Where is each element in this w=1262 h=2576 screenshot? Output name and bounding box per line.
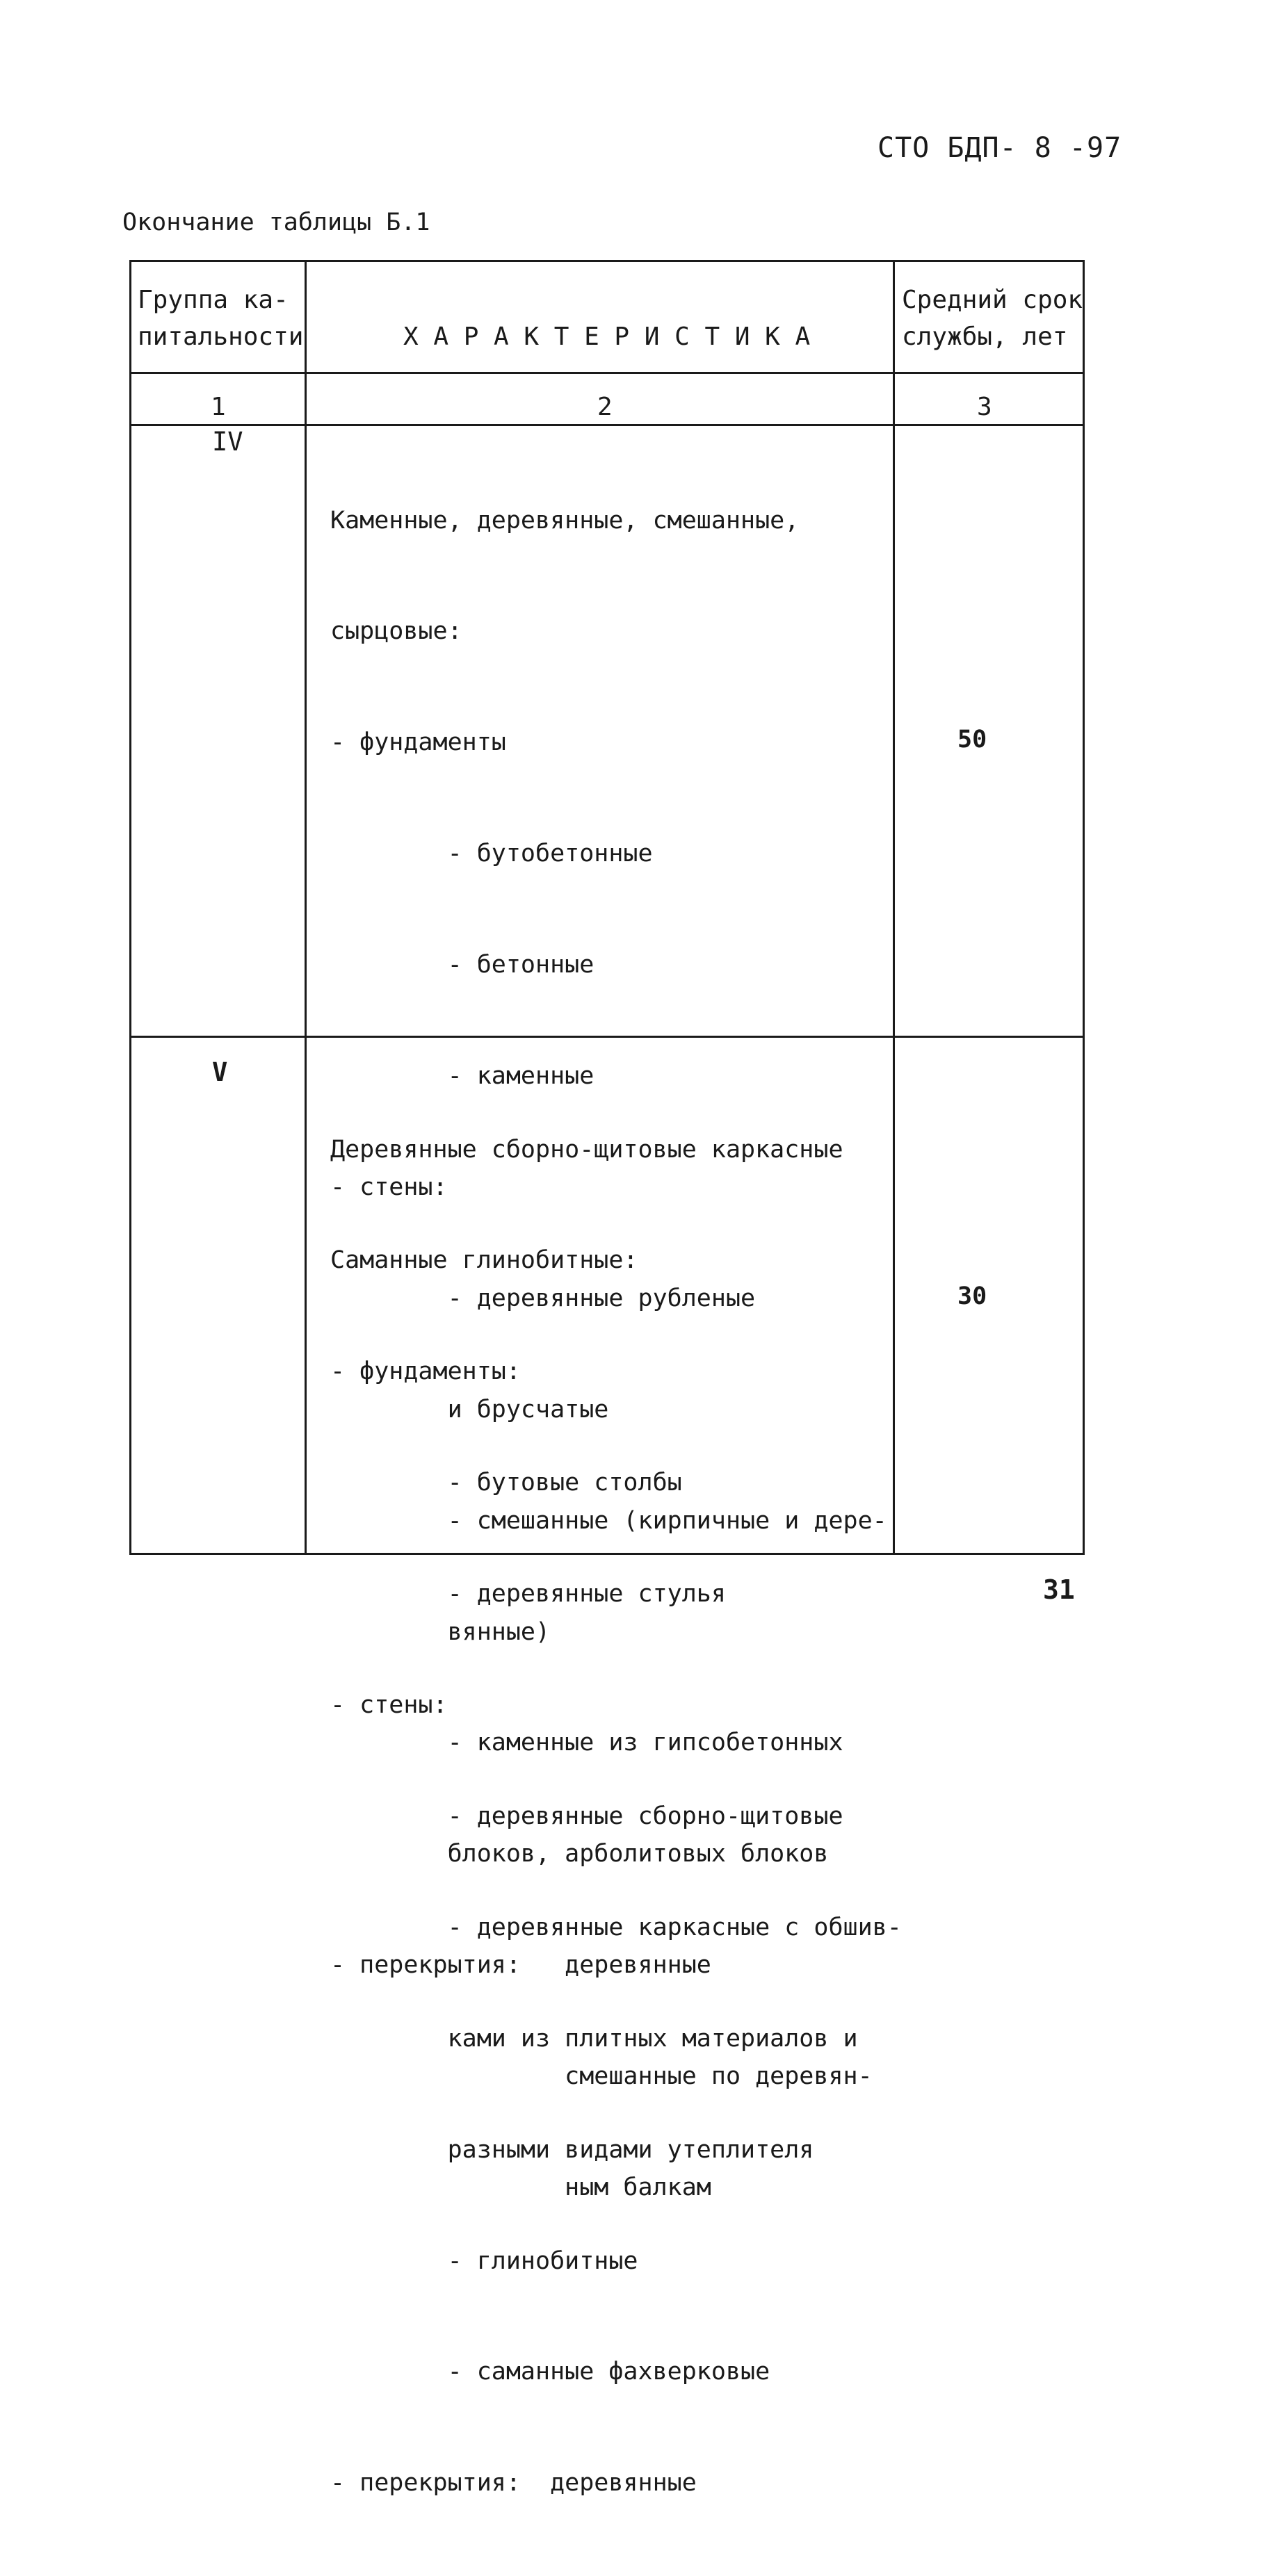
characteristic-line: - деревянные каркасные с обшив- [330,1913,902,1941]
characteristic-line: - стены: [330,1691,448,1720]
group-id-iv: IV [212,427,243,457]
header-group-line1: Группа ка- [138,286,289,314]
characteristics-v [330,1057,902,2576]
characteristic-line: вянные) [330,1617,551,1646]
service-life-v: 30 [957,1282,987,1310]
document-code: СТО БДП- 8 -97 [877,132,1122,164]
left-border [129,260,131,1555]
header-characteristic: Х А Р А К Т Е Р И С Т И К А [403,323,811,351]
header-group-line2: питальности [138,323,304,351]
characteristic-line: и брусчатые [330,1395,609,1424]
table-top-border [129,260,1085,262]
characteristic-line: - фундаменты: [330,1358,521,1386]
characteristic-line: - бутовые столбы [330,1469,682,1497]
number-row-underline [129,424,1085,426]
characteristic-line: ным балкам [330,2173,711,2201]
characteristic-line: ками из плитных материалов и [330,2024,858,2053]
characteristic-line: блоков, арболитовых блоков [330,1840,829,1868]
characteristic-line: - деревянные рубленые [330,1284,756,1312]
header-bottom-border [129,372,1085,374]
characteristic-line: - каменные [330,1062,594,1091]
characteristic-line: - каменные из гипсобетонных [330,1729,843,1757]
page-number: 31 [1043,1574,1075,1605]
right-border [1083,260,1085,1555]
table-caption: Окончание таблицы Б.1 [122,209,430,236]
characteristic-line: - саманные фахверковые [330,2358,770,2386]
characteristic-line: - смешанные (кирпичные и дере- [330,1506,887,1535]
header-life-line1: Средний срок [902,286,1083,314]
characteristic-line: Саманные глинобитные: [330,1246,638,1275]
characteristic-line: - деревянные сборно-щитовые [330,1802,843,1830]
characteristic-line: - перекрытия: деревянные [330,2469,697,2497]
characteristic-line: Каменные, деревянные, смешанные, [330,506,800,535]
characteristic-line: разными видами утеплителя [330,2135,814,2164]
characteristic-line: - стены: [330,1173,448,1201]
group-id-v: V [212,1057,228,1087]
characteristic-line: - бутобетонные [330,840,653,868]
characteristic-line: - деревянные стулья [330,1580,726,1608]
service-life-iv: 50 [957,726,987,753]
column-number-1: 1 [211,393,226,421]
characteristic-line: - фундаменты [330,728,506,757]
characteristic-line: - бетонные [330,951,594,979]
characteristic-line: сырцовые: [330,617,462,646]
column-number-3: 3 [977,393,992,421]
column-divider-1 [305,260,307,1555]
characteristic-line: смешанные по деревян- [330,2062,873,2091]
characteristic-line: - глинобитные [330,2247,638,2275]
characteristic-line: - перекрытия: деревянные [330,1951,711,1980]
column-number-2: 2 [597,393,613,421]
characteristic-line: Деревянные сборно-щитовые каркасные [330,1135,843,1164]
header-life-line2: службы, лет [902,323,1068,351]
